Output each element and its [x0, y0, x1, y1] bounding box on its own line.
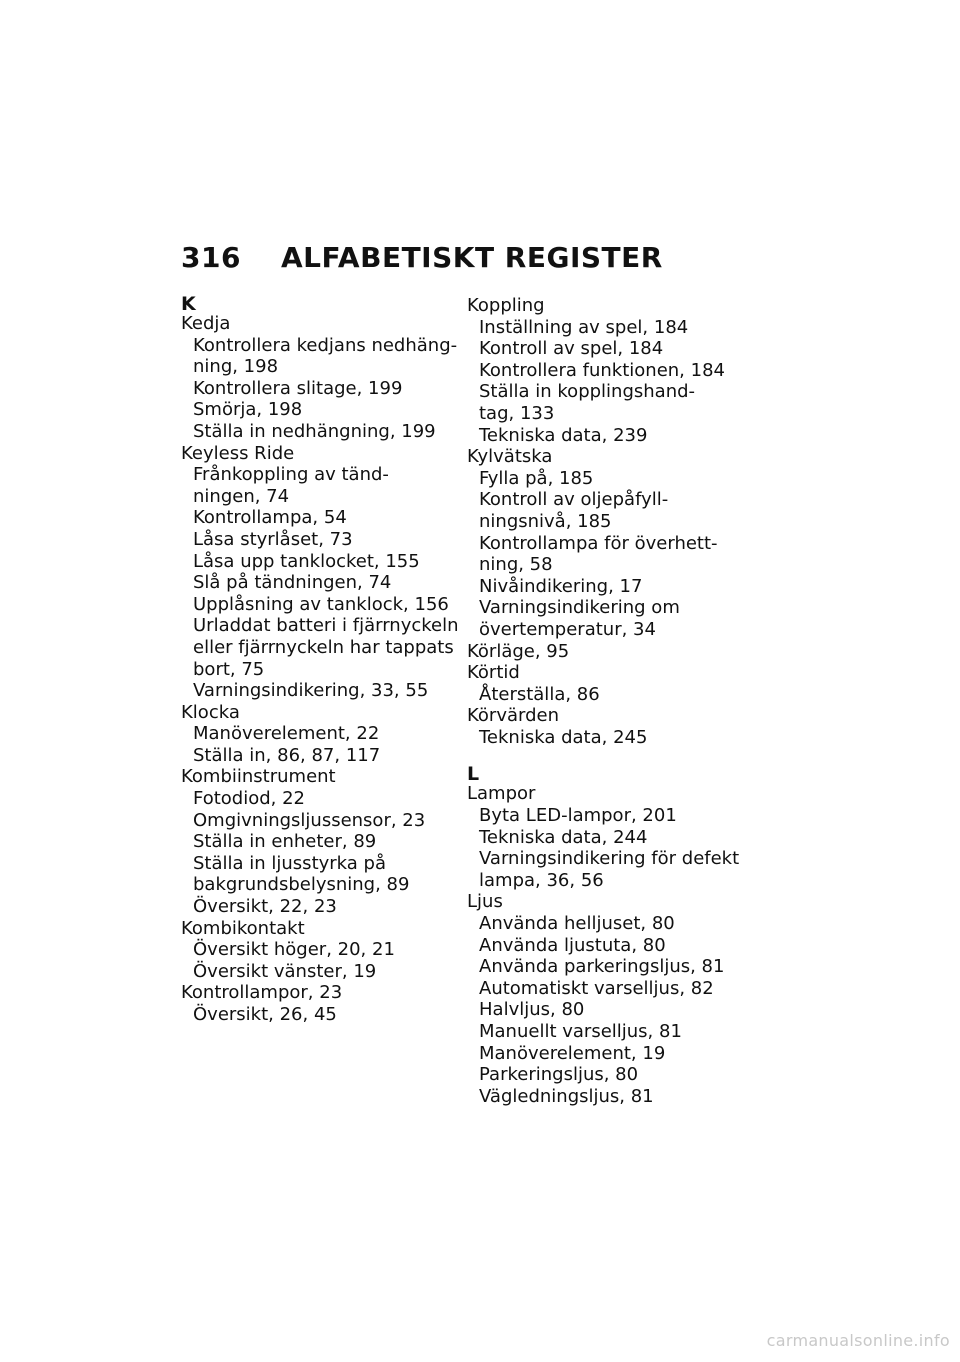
index-subentry: Automatiskt varselljus, 82 — [479, 977, 714, 999]
index-subentry: Manöverelement, 19 — [479, 1042, 666, 1064]
index-subentries — [181, 1004, 446, 1026]
index-subentry: Upplåsning av tanklock, 156 — [193, 593, 449, 615]
index-heading: Kombiinstrument — [181, 766, 336, 788]
index-subentry: Kontroll av oljepåfyll- — [479, 489, 669, 511]
index-subentry: Tekniska data, 244 — [479, 826, 648, 848]
index-subentry: Ställa in ljusstyrka på — [193, 852, 386, 874]
index-letter-k: K — [181, 293, 196, 315]
index-subentry: ningsnivå, 185 — [479, 510, 612, 532]
index-subentries — [181, 939, 446, 982]
index-entry — [467, 662, 737, 705]
index-heading: Körläge, 95 — [467, 640, 570, 662]
index-heading: Keyless Ride — [181, 442, 295, 464]
index-entry — [181, 982, 446, 1025]
index-subentry: ningen, 74 — [193, 485, 290, 507]
index-subentry: Varningsindikering, 33, 55 — [193, 680, 429, 702]
index-subentry: Översikt, 26, 45 — [193, 1004, 337, 1025]
index-subentries — [181, 334, 458, 443]
index-subentry: Manuellt varselljus, 81 — [479, 1021, 682, 1042]
page-header — [181, 241, 781, 281]
index-heading: Lampor — [467, 783, 536, 805]
index-subentries — [467, 468, 737, 641]
index-subentry: Ställa in kopplingshand- — [479, 381, 696, 403]
index-entry — [467, 783, 740, 891]
index-column-left — [181, 293, 459, 1026]
index-subentry: Använda parkeringsljus, 81 — [479, 956, 725, 978]
index-subentry: Ställa in enheter, 89 — [193, 831, 377, 853]
index-heading: Kylvätska — [467, 446, 553, 468]
index-letter-l: L — [467, 763, 480, 786]
index-subentry: Halvljus, 80 — [479, 999, 585, 1021]
index-subentry: Kontrollampa för överhett- — [479, 532, 718, 554]
index-subentry: Tekniska data, 239 — [479, 424, 648, 446]
index-entries-k-left — [181, 313, 459, 1026]
index-subentry: Ställa in, 86, 87, 117 — [193, 744, 381, 766]
index-entry — [467, 295, 737, 446]
index-subentry: Kontrollera slitage, 199 — [193, 377, 403, 399]
index-subentry: Varningsindikering för defekt — [479, 848, 740, 870]
index-heading: Kedja — [181, 313, 231, 334]
index-subentry: Låsa styrlåset, 73 — [193, 528, 353, 550]
index-subentries — [467, 727, 737, 749]
index-subentries — [467, 913, 737, 1107]
index-subentry: Ställa in nedhängning, 199 — [193, 420, 436, 442]
index-subentries — [467, 317, 737, 447]
index-entry — [467, 891, 737, 1107]
index-entry — [467, 641, 737, 663]
index-subentry: Översikt vänster, 19 — [193, 960, 377, 982]
index-entry — [181, 702, 446, 767]
index-subentry: Kontroll av spel, 184 — [479, 338, 664, 360]
index-subentry: Smörja, 198 — [193, 399, 303, 421]
index-entry — [181, 766, 446, 917]
index-subentry: Fotodiod, 22 — [193, 788, 306, 810]
index-subentry: tag, 133 — [479, 402, 555, 424]
index-subentry: Nivåindikering, 17 — [479, 575, 643, 597]
index-subentry: Byta LED-lampor, 201 — [479, 805, 677, 827]
index-heading: Klocka — [181, 701, 240, 723]
index-entry — [467, 446, 737, 640]
index-entries-k-right — [467, 295, 737, 748]
index-subentry: Återställa, 86 — [479, 683, 600, 705]
letter-gap — [467, 748, 737, 765]
index-subentry: Kontrollera kedjans nedhäng- — [193, 334, 458, 356]
index-subentry: ning, 58 — [479, 554, 553, 576]
index-subentry: Inställning av spel, 184 — [479, 316, 689, 338]
index-subentry: Använda ljustuta, 80 — [479, 934, 666, 956]
index-heading: Ljus — [467, 891, 503, 913]
index-subentries — [181, 788, 446, 918]
index-heading: Körvärden — [467, 705, 559, 727]
index-column-right — [467, 295, 740, 1107]
index-subentries — [467, 684, 737, 706]
index-subentry: Frånkoppling av tänd- — [193, 464, 389, 486]
index-entry — [181, 313, 458, 443]
index-heading: Kontrollampor, 23 — [181, 982, 343, 1004]
index-subentries — [181, 723, 446, 766]
index-subentry: övertemperatur, 34 — [479, 618, 656, 640]
index-subentry: Varningsindikering om — [479, 597, 680, 619]
index-entries-l — [467, 783, 740, 1107]
index-subentry: lampa, 36, 56 — [479, 869, 604, 891]
index-heading: Koppling — [467, 295, 545, 316]
index-heading: Kombikontakt — [181, 917, 305, 939]
index-subentry: ning, 198 — [193, 356, 279, 378]
index-subentries — [181, 464, 459, 702]
index-subentry: Fylla på, 185 — [479, 467, 594, 489]
index-subentry: Använda helljuset, 80 — [479, 913, 675, 935]
index-subentry: Översikt höger, 20, 21 — [193, 939, 395, 961]
index-entry — [467, 705, 737, 748]
index-subentry: Tekniska data, 245 — [479, 726, 648, 748]
index-entry — [181, 442, 459, 702]
index-subentry: eller fjärrnyckeln har tappats — [193, 636, 454, 658]
index-subentry: bakgrundsbelysning, 89 — [193, 874, 410, 896]
index-subentry: bort, 75 — [193, 658, 265, 680]
index-heading: Körtid — [467, 662, 520, 684]
page-number: 316 — [181, 241, 241, 274]
index-subentry: Översikt, 22, 23 — [193, 896, 337, 918]
index-subentry: Kontrollampa, 54 — [193, 507, 347, 529]
index-subentry: Kontrollera funktionen, 184 — [479, 359, 725, 381]
index-subentry: Slå på tändningen, 74 — [193, 572, 392, 594]
index-subentry: Omgivningsljussensor, 23 — [193, 809, 426, 831]
index-entry — [181, 918, 446, 983]
watermark-text: carmanualsonline.info — [766, 1331, 950, 1350]
index-subentry: Låsa upp tanklocket, 155 — [193, 550, 420, 572]
index-subentries — [467, 805, 740, 891]
index-subentry: Vägledningsljus, 81 — [479, 1085, 654, 1107]
index-subentry: Parkeringsljus, 80 — [479, 1064, 639, 1086]
page-title: ALFABETISKT REGISTER — [281, 241, 663, 274]
index-subentry: Urladdat batteri i fjärrnyckeln — [193, 615, 459, 637]
index-subentry: Manöverelement, 22 — [193, 723, 380, 745]
